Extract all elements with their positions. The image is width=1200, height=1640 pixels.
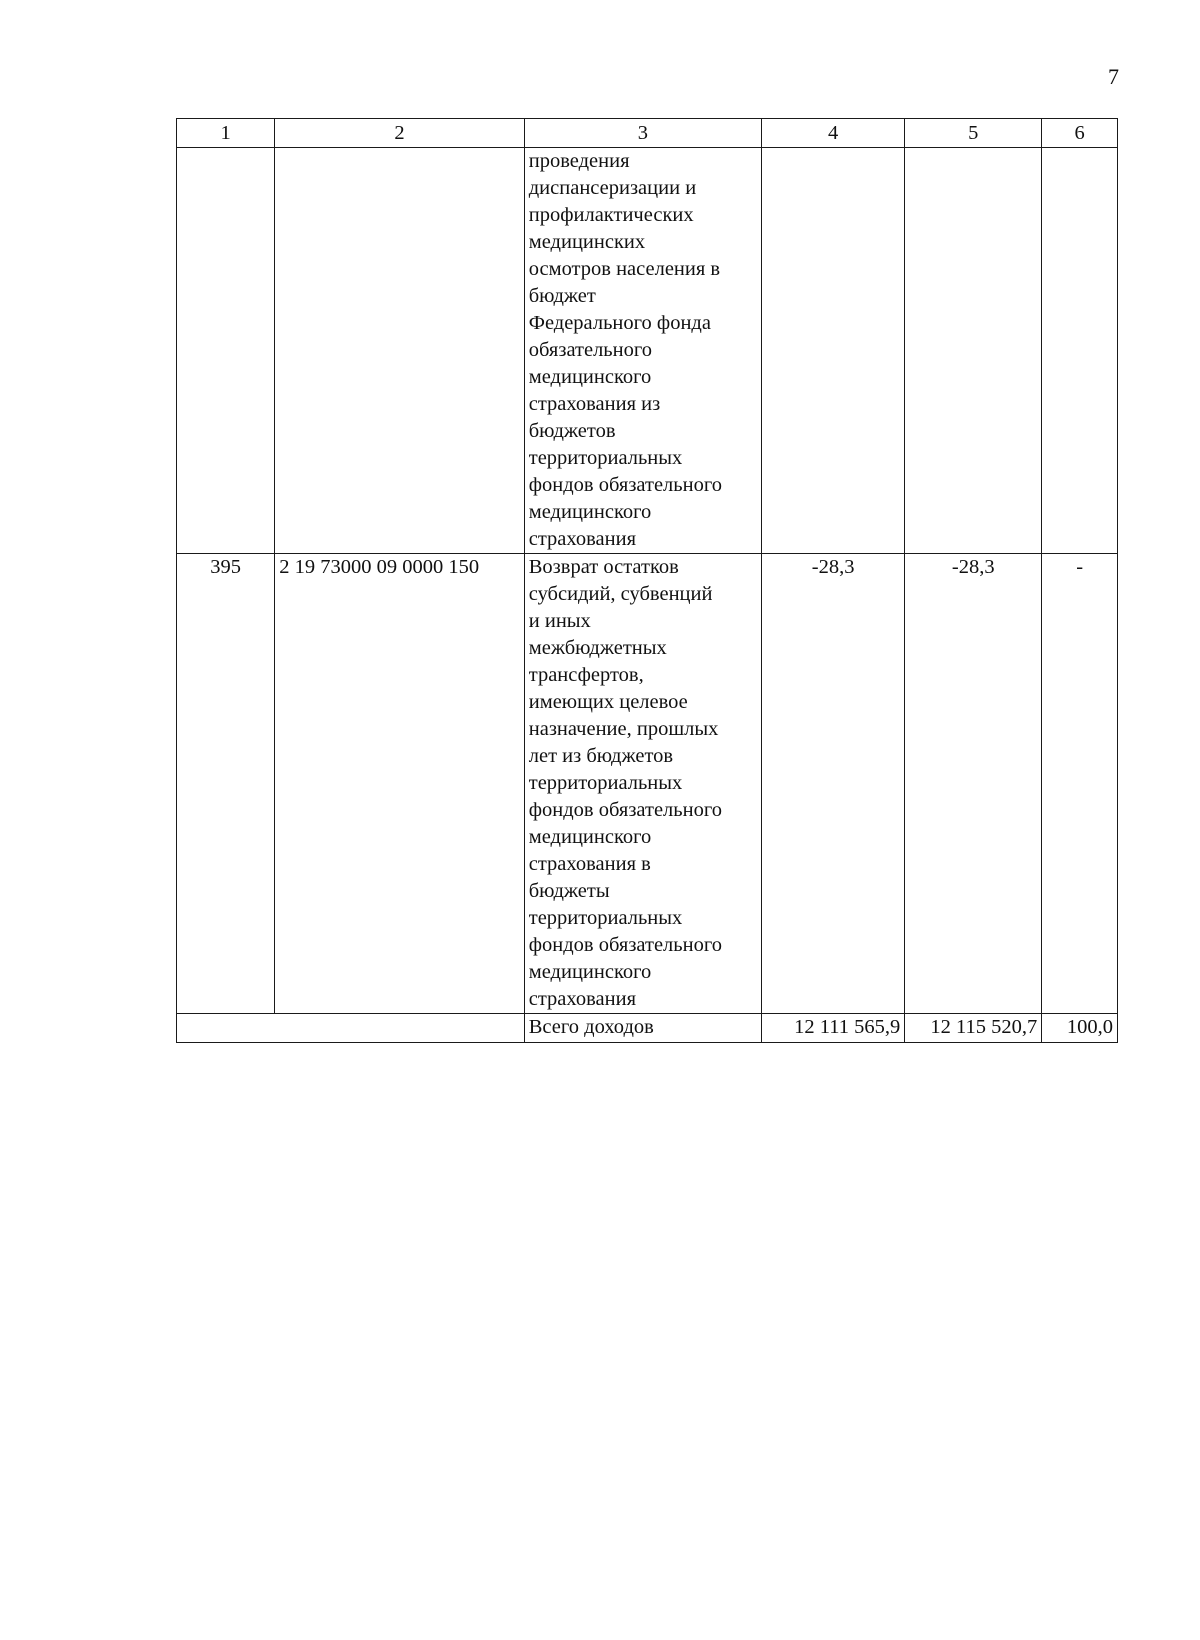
table-header-row bbox=[177, 119, 1118, 148]
row-plan-value: -28,3 bbox=[762, 554, 905, 1014]
continuation-description: проведения диспансеризации и профилактических медицинских осмотров населения в бюджет Федерального фонда обязательного медицинского страхования из бюджетов территориальных фондов обязательного медицинского страхования bbox=[524, 148, 761, 554]
total-empty-cell bbox=[177, 1014, 525, 1043]
table-row-395 bbox=[177, 554, 1118, 1014]
total-actual-value: 12 115 520,7 bbox=[905, 1014, 1042, 1043]
row-budget-code: 2 19 73000 09 0000 150 bbox=[275, 554, 525, 1014]
total-percent-value: 100,0 bbox=[1042, 1014, 1118, 1043]
continuation-actual bbox=[905, 148, 1042, 554]
table-row-continuation bbox=[177, 148, 1118, 554]
total-label: Всего доходов bbox=[524, 1014, 761, 1043]
continuation-plan bbox=[762, 148, 905, 554]
header-cell-3: 3 bbox=[524, 119, 761, 148]
header-cell-2: 2 bbox=[275, 119, 525, 148]
header-cell-5: 5 bbox=[905, 119, 1042, 148]
row-admin-code: 395 bbox=[177, 554, 275, 1014]
page-number: 7 bbox=[1108, 64, 1119, 89]
table-row-total bbox=[177, 1014, 1118, 1043]
header-cell-4: 4 bbox=[762, 119, 905, 148]
row-description: Возврат остатков субсидий, субвенций и иных межбюджетных трансфертов, имеющих целевое назначение, прошлых лет из бюджетов территориальных фондов обязательного медицинского страхования в бюджеты территориальных фондов обязательного медицинского страхования bbox=[524, 554, 761, 1014]
revenue-table bbox=[176, 118, 1118, 1043]
total-plan-value: 12 111 565,9 bbox=[762, 1014, 905, 1043]
row-actual-value: -28,3 bbox=[905, 554, 1042, 1014]
header-cell-1: 1 bbox=[177, 119, 275, 148]
row-percent-value: - bbox=[1042, 554, 1118, 1014]
continuation-budget-code bbox=[275, 148, 525, 554]
continuation-admin-code bbox=[177, 148, 275, 554]
continuation-percent bbox=[1042, 148, 1118, 554]
header-cell-6: 6 bbox=[1042, 119, 1118, 148]
